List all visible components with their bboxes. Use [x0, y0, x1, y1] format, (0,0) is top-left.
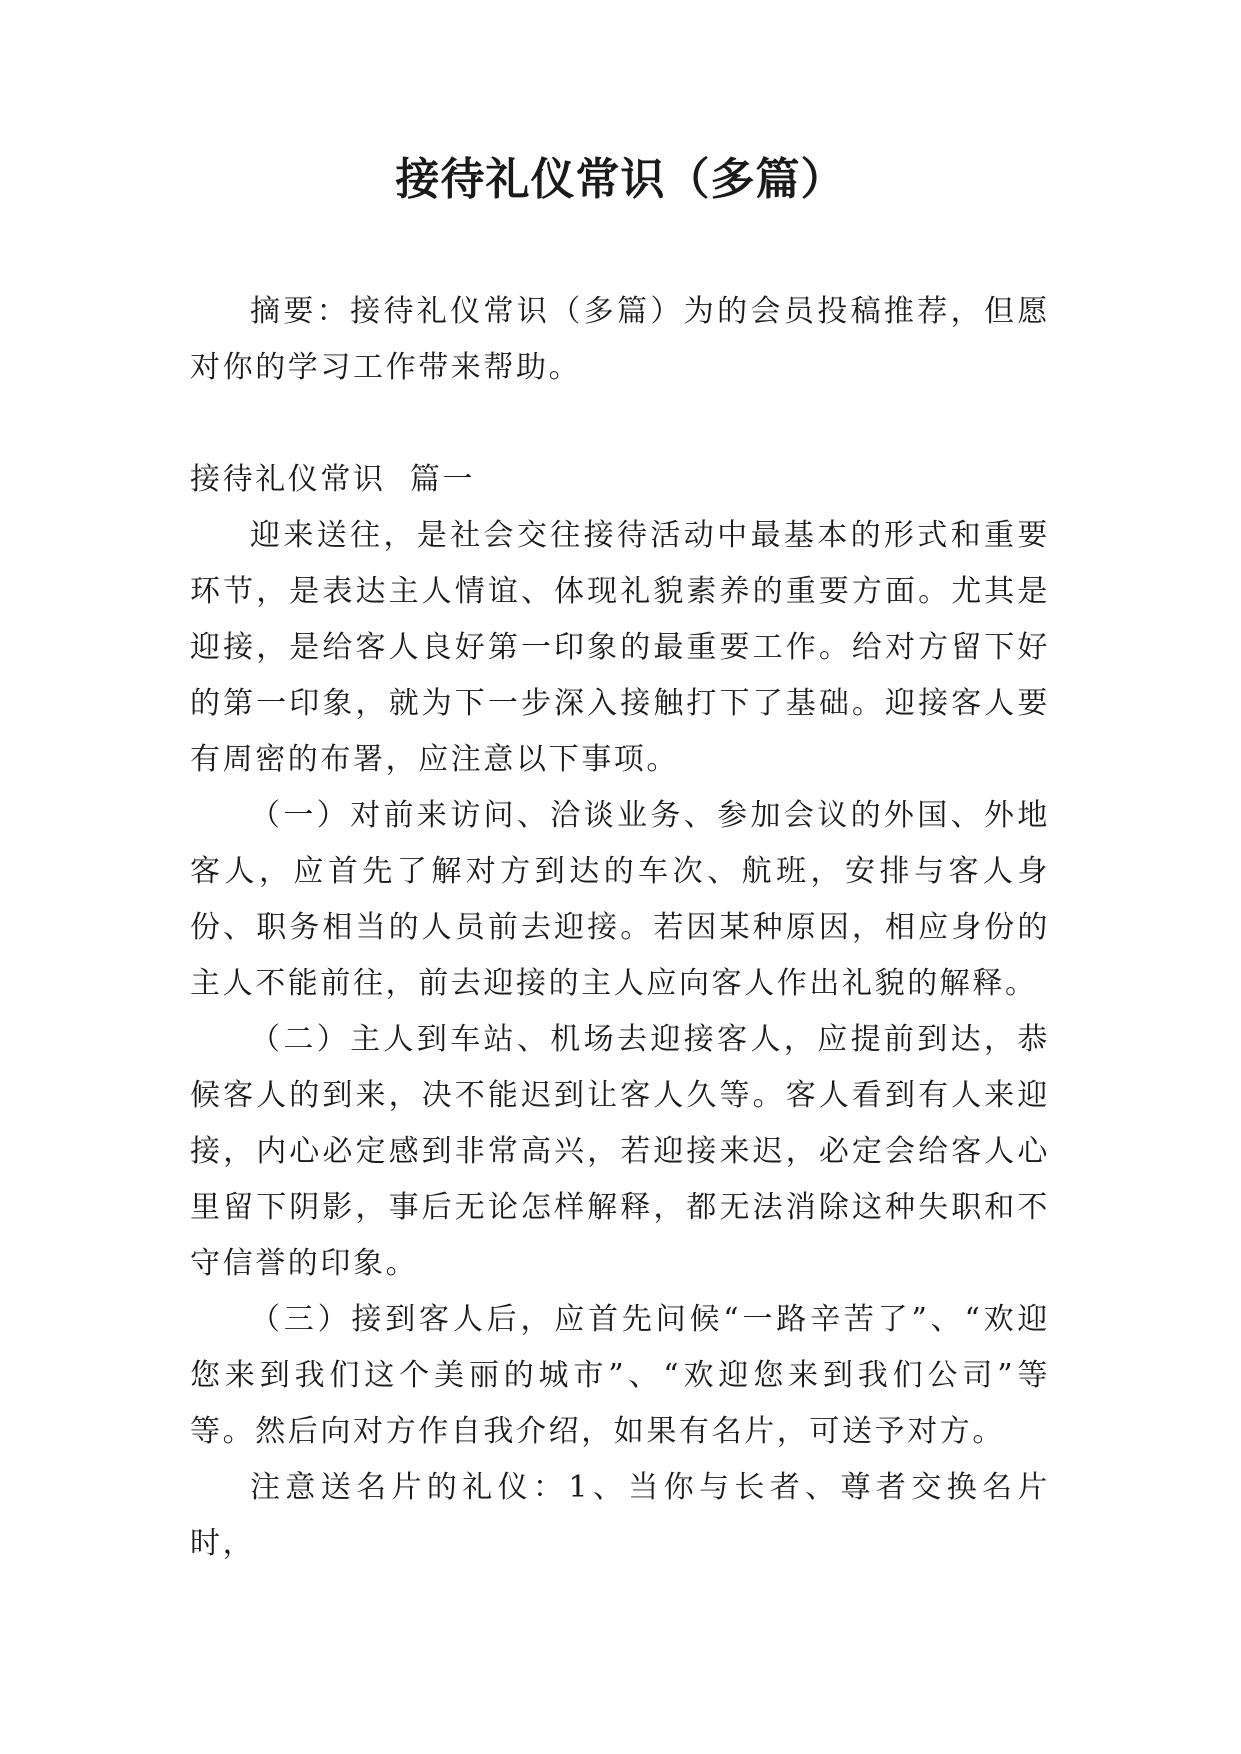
body-paragraph: （一）对前来访问、洽谈业务、参加会议的外国、外地客人，应首先了解对方到达的车次、航班，安排与客人身份、职务相当的人员前去迎接。若因某种原因，相应身份的主人不能前往，前去迎接的主人应向客人作出礼貌的解释。 [190, 798, 1050, 1001]
document-title: 接待礼仪常识（多篇） [395, 154, 846, 205]
body-paragraph: （三）接到客人后，应首先问候“一路辛苦了”、“欢迎您来到我们这个美丽的城市”、“欢迎您来到我们公司”等等。然后向对方作自我介绍，如果有名片，可送予对方。 [190, 1302, 1050, 1449]
section-heading: 接待礼仪常识 篇一 [190, 462, 476, 497]
body-paragraph: （二）主人到车站、机场去迎接客人，应提前到达，恭候客人的到来，决不能迟到让客人久等。客人看到有人来迎接，内心必定感到非常高兴，若迎接来迟，必定会给客人心里留下阴影，事后无论怎样解释，都无法消除这种失职和不守信誉的印象。 [190, 1022, 1050, 1281]
section-spacer [190, 396, 1050, 452]
summary-paragraph: 摘要：接待礼仪常识（多篇）为的会员投稿推荐，但愿对你的学习工作带来帮助。 [190, 294, 1050, 385]
body-paragraph: 注意送名片的礼仪：1、当你与长者、尊者交换名片时， [190, 1470, 1050, 1561]
body-paragraph: 迎来送往，是社会交往接待活动中最基本的形式和重要环节，是表达主人情谊、体现礼貌素养的重要方面。尤其是迎接，是给客人良好第一印象的最重要工作。给对方留下好的第一印象，就为下一步深入接触打下了基础。迎接客人要有周密的布署，应注意以下事项。 [190, 518, 1050, 777]
document-body [190, 284, 1050, 1572]
